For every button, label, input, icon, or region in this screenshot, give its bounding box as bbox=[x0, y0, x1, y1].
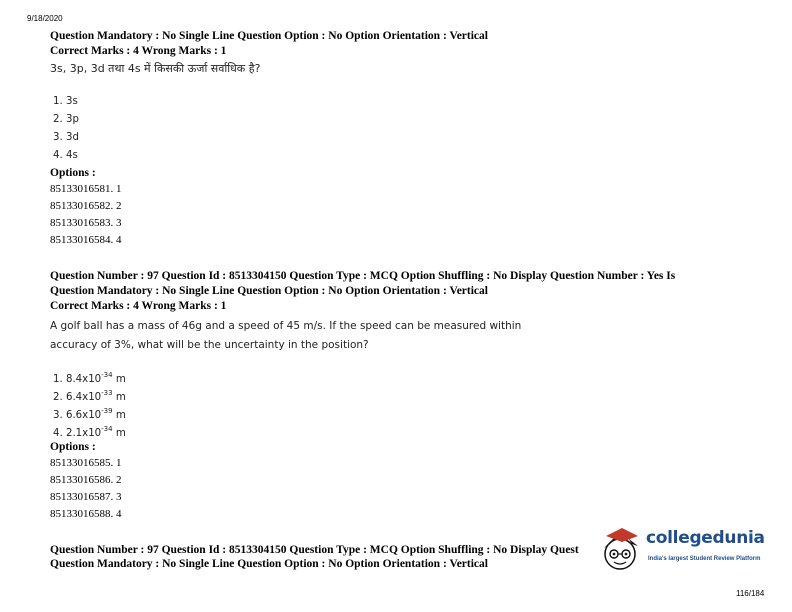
print-date: 9/18/2020 bbox=[27, 14, 63, 23]
logo-wordmark: collegedunia bbox=[646, 528, 765, 548]
marks-line: Correct Marks : 4 Wrong Marks : 1 bbox=[50, 45, 227, 57]
question-meta-line: Question Mandatory : No Single Line Question Option : No Option Orientation : Vertical bbox=[50, 558, 488, 570]
choice-item: 2. $6.4x10^{-33}$ m bbox=[53, 389, 126, 403]
question-meta-line: Question Mandatory : No Single Line Question Option : No Option Orientation : Vertical bbox=[50, 285, 488, 297]
logo-tagline: India's largest Student Review Platform bbox=[648, 556, 761, 562]
option-id: 85133016588. 4 bbox=[50, 508, 122, 520]
question-text-line: accuracy of 3%, what will be the uncertainty in the position? bbox=[50, 339, 369, 351]
question-meta-line: Question Number : 97 Question Id : 8513304150 Question Type : MCQ Option Shuffling : No Display Question Number : Yes Is bbox=[50, 270, 676, 282]
choice-item: 3. $6.6x10^{-39}$ m bbox=[53, 407, 126, 421]
option-id: 85133016581. 1 bbox=[50, 183, 122, 195]
option-id: 85133016585. 1 bbox=[50, 457, 122, 469]
question-text-line: A golf ball has a mass of 46g and a speed of 45 m/s. If the speed can be measured within bbox=[50, 320, 522, 332]
question-meta-line: Question Mandatory : No Single Line Question Option : No Option Orientation : Vertical bbox=[50, 30, 488, 42]
page-number: 116/184 bbox=[736, 589, 765, 598]
options-label: Options : bbox=[50, 441, 96, 453]
choice-item: 1. $8.4x10^{-34}$ m bbox=[53, 371, 126, 385]
question-meta-line: Question Number : 97 Question Id : 8513304150 Question Type : MCQ Option Shuffling : No Display Quest bbox=[50, 544, 579, 556]
option-id: 85133016587. 3 bbox=[50, 491, 122, 503]
choice-item: 4. 4s bbox=[53, 150, 78, 161]
options-label: Options : bbox=[50, 167, 96, 179]
choice-item: 1. 3s bbox=[53, 96, 78, 107]
question-text: 3s, 3p, 3d तथा 4s में किसकी ऊर्जा सर्वाधिक है? bbox=[50, 62, 261, 75]
option-id: 85133016586. 2 bbox=[50, 474, 122, 486]
option-id: 85133016582. 2 bbox=[50, 200, 122, 212]
choice-item: 2. 3p bbox=[53, 114, 79, 125]
choice-item: 3. 3d bbox=[53, 132, 79, 143]
option-id: 85133016583. 3 bbox=[50, 217, 122, 229]
marks-line: Correct Marks : 4 Wrong Marks : 1 bbox=[50, 300, 227, 312]
student-mascot-icon bbox=[598, 524, 646, 574]
choice-item: 4. $2.1x10^{-34}$ m bbox=[53, 425, 126, 439]
option-id: 85133016584. 4 bbox=[50, 234, 122, 246]
